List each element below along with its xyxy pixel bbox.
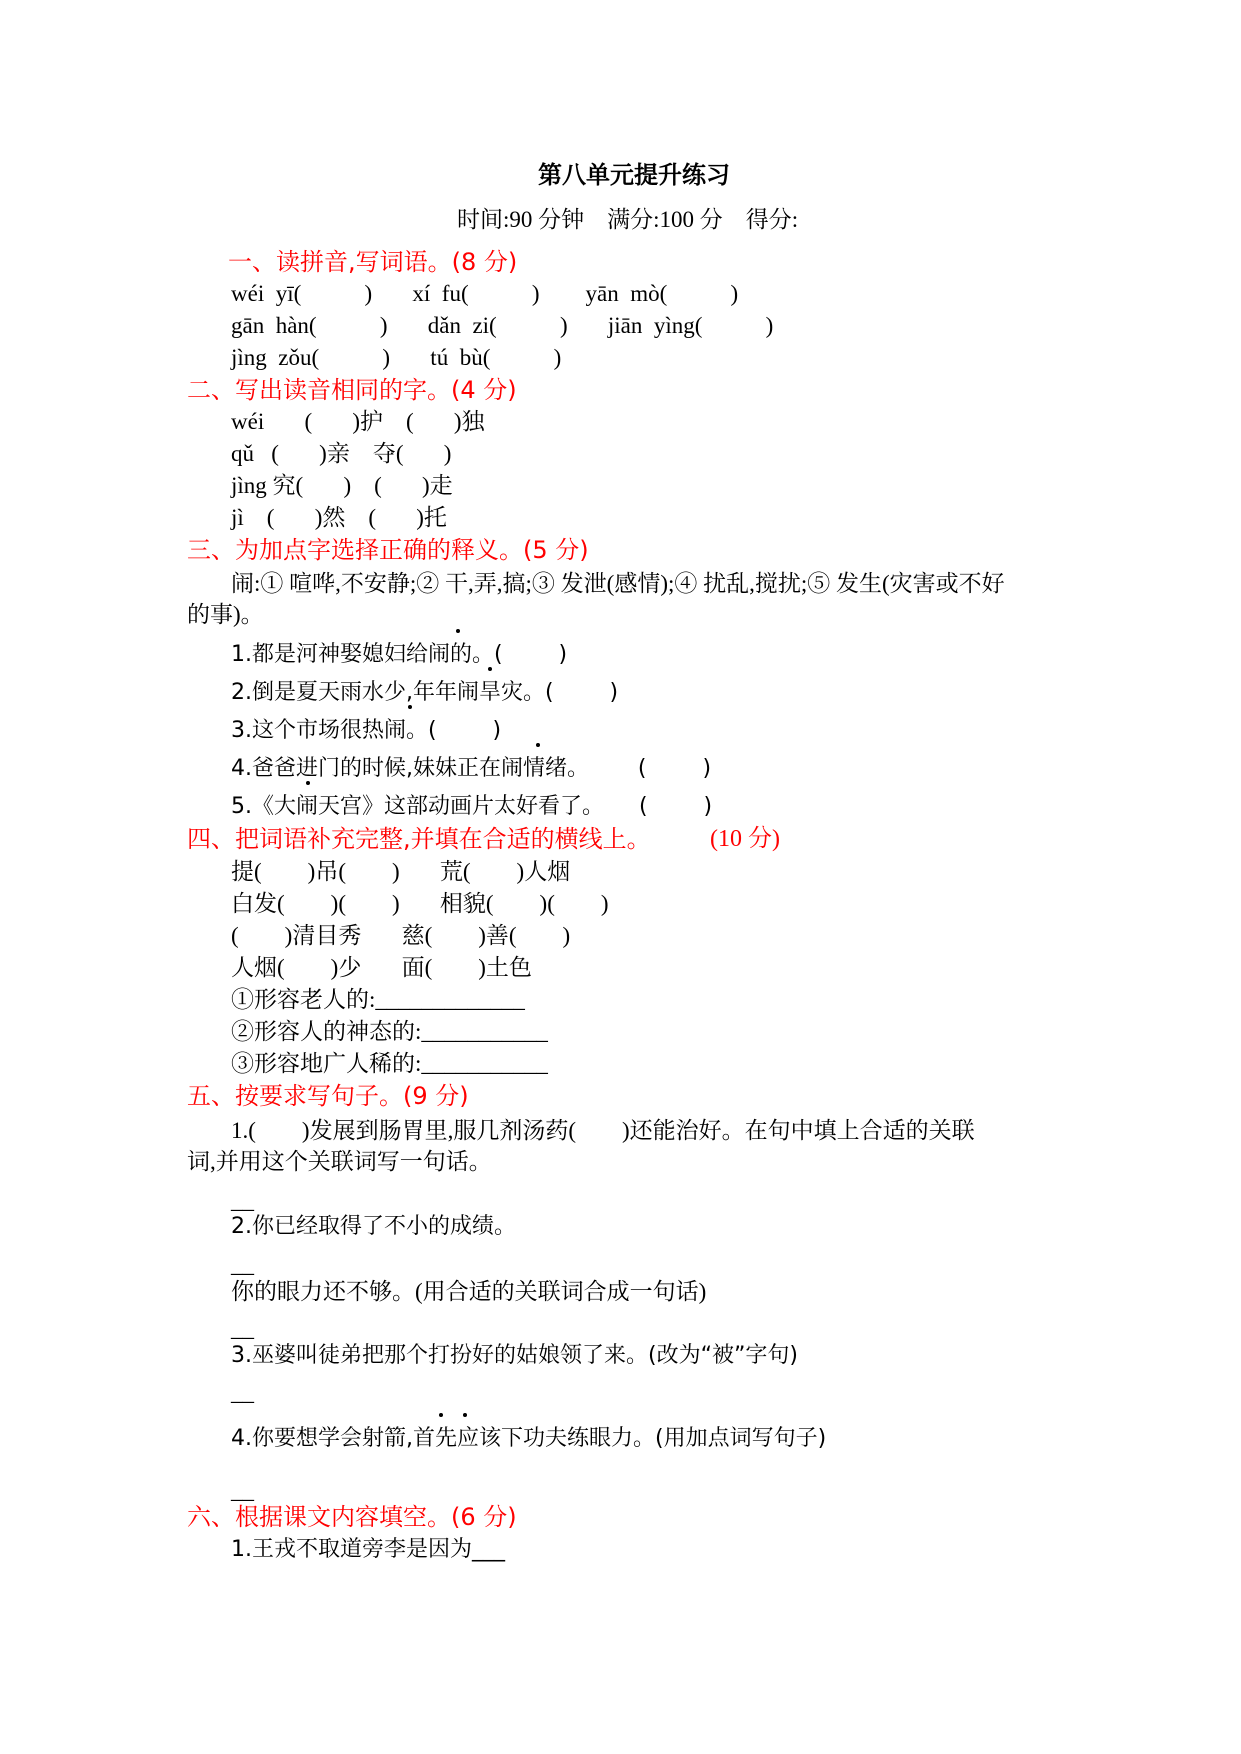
question-5-1b: 词,并用这个关联词写一句话。: [187, 1149, 492, 1174]
section-1-line-1: wéi yī( ) xí fu( ) yān mò( ): [231, 281, 739, 306]
emphasis-dot: [456, 629, 460, 633]
section-2-line-3: jìng 究( ) ( )走: [231, 473, 453, 498]
question-3-3: 3.这个市场很热闹。( ): [231, 718, 502, 743]
section-4-line-3: ( )清目秀 慈( )善( ): [231, 923, 571, 948]
answer-line-3: ③形容地广人稀的:___________: [231, 1051, 548, 1076]
question-5-2a: 2.你已经取得了不小的成绩。: [231, 1214, 516, 1239]
question-6-1: 1.王戎不取道旁李是因为___: [231, 1537, 505, 1562]
section-2-line-2: qǔ ( )亲 夺( ): [231, 441, 452, 466]
answer-blank: __: [231, 1478, 254, 1503]
question-3-4: 4.爸爸进门的时候,妹妹正在闹情绪。 ( ): [231, 756, 712, 781]
section-1-line-2: gān hàn( ) dǎn zi( ) jiān yìng( ): [231, 313, 774, 338]
emphasis-dot: [306, 781, 310, 785]
section-4-line-4: 人烟( )少 面( )土色: [231, 955, 532, 980]
emphasis-dot: [488, 667, 492, 671]
exam-info: 时间:90 分钟 满分:100 分 得分:: [457, 207, 799, 232]
question-5-2b: 你的眼力还不够。(用合适的关联词合成一句话): [231, 1279, 707, 1304]
emphasis-dot: [536, 743, 540, 747]
answer-line-2: ②形容人的神态的:___________: [231, 1019, 548, 1044]
section-4-line-1: 提( )吊( ) 荒( )人烟: [231, 859, 571, 884]
answer-blank: __: [231, 1380, 254, 1405]
question-5-1a: 1.( )发展到肠胃里,服几剂汤药( )还能治好。在句中填上合适的关联: [231, 1118, 975, 1143]
section-4-line-2: 白发( )( ) 相貌( )( ): [231, 891, 609, 916]
section-2-heading: 二、写出读音相同的字。(4 分): [187, 376, 517, 404]
section-2-line-4: jì ( )然 ( )托: [231, 505, 447, 530]
section-1-line-3: jìng zǒu( ) tú bù( ): [231, 345, 562, 370]
emphasis-dot: [408, 705, 412, 709]
page-title: 第八单元提升练习: [538, 161, 730, 189]
answer-blank: __: [231, 1188, 254, 1213]
definition-line-1: 闹:① 喧哗,不安静;② 干,弄,搞;③ 发泄(感情);④ 扰乱,搅扰;⑤ 发生(灾害或不好: [231, 571, 1005, 596]
question-5-4: 4.你要想学会射箭,首先应该下功夫练眼力。(用加点词写句子): [231, 1426, 827, 1451]
emphasis-dot: [439, 1413, 443, 1417]
section-6-heading: 六、根据课文内容填空。(6 分): [187, 1503, 517, 1531]
answer-blank: __: [231, 1316, 254, 1341]
question-3-1: 1.都是河神娶媳妇给闹的。( ): [231, 642, 568, 667]
section-4-heading: 四、把词语补充完整,并填在合适的横线上。: [187, 825, 651, 853]
emphasis-dot: [463, 1413, 467, 1417]
section-1-heading: 一、读拼音,写词语。(8 分): [228, 248, 518, 276]
section-3-heading: 三、为加点字选择正确的释义。(5 分): [187, 536, 589, 564]
section-5-heading: 五、按要求写句子。(9 分): [187, 1082, 469, 1110]
question-5-3: 3.巫婆叫徒弟把那个打扮好的姑娘领了来。(改为“被”字句): [231, 1343, 798, 1368]
definition-line-2: 的事)。: [187, 602, 264, 627]
answer-blank: __: [231, 1252, 254, 1277]
answer-line-1: ①形容老人的:_____________: [231, 987, 525, 1012]
section-2-line-1: wéi ( )护 ( )独: [231, 409, 485, 434]
question-3-2: 2.倒是夏天雨水少,年年闹旱灾。( ): [231, 680, 619, 705]
section-4-points: (10 分): [710, 826, 780, 852]
question-3-5: 5.《大闹天宫》这部动画片太好看了。 ( ): [231, 794, 713, 819]
